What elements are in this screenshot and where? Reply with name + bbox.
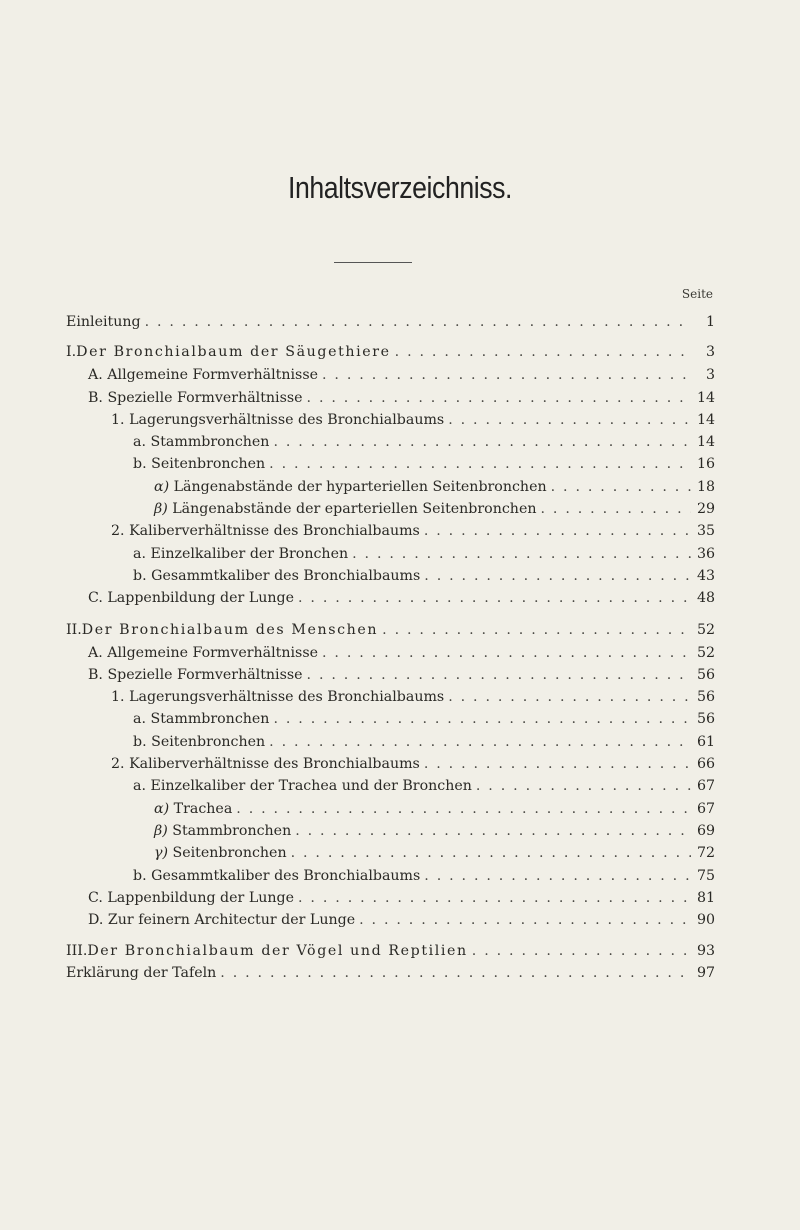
page-title: Inhaltsverzeichniss. — [287, 170, 513, 205]
leader-dots — [295, 821, 691, 841]
toc-entry-number: α) — [154, 479, 170, 495]
leader-dots — [540, 499, 691, 519]
toc-entry[interactable] — [154, 821, 715, 841]
toc-entry[interactable] — [133, 732, 715, 752]
toc-entry-number: β) — [154, 823, 168, 839]
toc-entry-page: 69 — [696, 823, 715, 839]
leader-dots — [424, 521, 691, 541]
toc-entry[interactable] — [88, 643, 715, 663]
toc-entry-label: Der Bronchialbaum der Säugethiere — [76, 344, 391, 360]
toc-entry[interactable] — [133, 432, 715, 452]
toc-entry[interactable] — [88, 388, 715, 408]
toc-entry[interactable] — [111, 687, 715, 707]
toc-entry-page: 3 — [705, 344, 715, 360]
seite-label: Seite — [681, 287, 713, 301]
leader-dots — [322, 365, 691, 385]
leader-dots — [298, 888, 691, 908]
toc-entry-number: 1. — [111, 412, 125, 428]
toc-entry-label: Lagerungsverhältnisse des Bronchialbaums — [129, 412, 445, 428]
toc-entry-label: Spezielle Formverhältnisse — [107, 390, 303, 406]
leader-dots — [551, 477, 691, 497]
toc-entry-number: 1. — [111, 689, 125, 705]
toc-entry[interactable] — [133, 866, 715, 886]
toc-entry-number: β) — [154, 501, 168, 517]
toc-entry-label: Trachea — [173, 801, 233, 817]
toc-entry-number: I. — [66, 344, 77, 360]
toc-entry-label: Kaliberverhältnisse des Bronchialbaums — [129, 523, 420, 539]
leader-dots — [476, 776, 691, 796]
toc-entry-label: Stammbronchen — [150, 711, 270, 727]
toc-entry-label: Seitenbronchen — [151, 456, 266, 472]
toc-entry[interactable] — [111, 754, 715, 774]
toc-entry-number: A. — [88, 645, 103, 661]
toc-entry[interactable] — [88, 365, 715, 385]
toc-entry[interactable] — [88, 888, 715, 908]
toc-entry[interactable] — [111, 521, 715, 541]
toc-entry-page: 67 — [696, 778, 715, 794]
toc-entry-page: 93 — [696, 943, 715, 959]
toc-entry[interactable] — [111, 410, 715, 430]
toc-entry-page: 36 — [696, 546, 715, 562]
toc-entry[interactable] — [133, 709, 715, 729]
leader-dots — [291, 843, 691, 863]
toc-entry-number: 2. — [111, 756, 125, 772]
toc-entry-page: 29 — [696, 501, 715, 517]
toc-entry-label: Lappenbildung der Lunge — [107, 590, 295, 606]
toc-entry[interactable] — [154, 843, 715, 863]
toc-entry-label: Gesammtkaliber des Bronchialbaums — [151, 868, 421, 884]
toc-entry-page: 56 — [696, 711, 715, 727]
toc-entry-label: Längenabstände der hyparteriellen Seitenbronchen — [173, 479, 547, 495]
toc-entry-page: 1 — [705, 314, 715, 330]
leader-dots — [424, 754, 691, 774]
toc-entry-page: 56 — [696, 689, 715, 705]
toc-entry-page: 52 — [696, 645, 715, 661]
toc-entry[interactable] — [154, 499, 715, 519]
toc-entry[interactable] — [133, 454, 715, 474]
toc-entry-page: 43 — [696, 568, 715, 584]
toc-entry-number: a. — [133, 711, 146, 727]
toc-entry-number: a. — [133, 434, 146, 450]
toc-entry[interactable] — [154, 477, 715, 497]
toc-entry-number: C. — [88, 890, 103, 906]
toc-entry-number: B. — [88, 390, 103, 406]
toc-entry-page: 14 — [696, 412, 715, 428]
toc-entry-label: Stammbronchen — [172, 823, 292, 839]
toc-entry-label: Längenabstände der eparteriellen Seitenbronchen — [172, 501, 537, 517]
toc-entry-label: Erklärung der Tafeln — [66, 965, 217, 981]
leader-dots — [236, 799, 691, 819]
toc-entry-page: 16 — [696, 456, 715, 472]
toc-entry-label: Lagerungsverhältnisse des Bronchialbaums — [129, 689, 445, 705]
title-rule — [334, 262, 412, 263]
toc-entry-number: b. — [133, 456, 147, 472]
toc-entry-section-2[interactable] — [66, 620, 715, 640]
toc-entry-page: 81 — [696, 890, 715, 906]
leader-dots — [424, 566, 691, 586]
toc-entry-number: a. — [133, 546, 146, 562]
toc-entry-label: Einzelkaliber der Trachea und der Bronchen — [150, 778, 472, 794]
toc-entry-number: γ) — [154, 845, 169, 861]
toc-entry-label: Allgemeine Formverhältnisse — [107, 367, 319, 383]
toc-entry-label: Stammbronchen — [150, 434, 270, 450]
leader-dots — [352, 544, 691, 564]
toc-entry-number: II. — [66, 622, 82, 638]
toc-entry-number: 2. — [111, 523, 125, 539]
leader-dots — [307, 665, 691, 685]
toc-entry-number: a. — [133, 778, 146, 794]
toc-entry-page: 14 — [696, 434, 715, 450]
toc-entry-number: III. — [66, 943, 88, 959]
toc-entry-page: 14 — [696, 390, 715, 406]
toc-entry-number: b. — [133, 868, 147, 884]
toc-entry[interactable] — [88, 588, 715, 608]
toc-entry[interactable] — [133, 776, 715, 796]
leader-dots — [145, 312, 691, 332]
toc-entry-section-1[interactable] — [66, 342, 715, 362]
leader-dots — [395, 342, 691, 362]
toc-entry-einleitung[interactable] — [66, 312, 715, 332]
toc-entry-number: B. — [88, 667, 103, 683]
toc-entry-label: Einleitung — [66, 314, 141, 330]
leader-dots — [273, 709, 691, 729]
toc-entry-label: Der Bronchialbaum des Menschen — [81, 622, 379, 638]
toc-entry-label: Zur feinern Architectur der Lunge — [107, 912, 356, 928]
leader-dots — [472, 941, 691, 961]
toc-entry-page: 72 — [696, 845, 715, 861]
toc-entry-section-3[interactable] — [66, 941, 715, 961]
leader-dots — [448, 687, 691, 707]
toc-entry-page: 75 — [696, 868, 715, 884]
toc-entry-page: 97 — [696, 965, 715, 981]
toc-entry-page: 66 — [696, 756, 715, 772]
toc-entry-label: Der Bronchialbaum der Vögel und Reptilien — [87, 943, 468, 959]
toc-entry-page: 56 — [696, 667, 715, 683]
toc-entry[interactable] — [88, 910, 715, 930]
toc-entry-page: 61 — [696, 734, 715, 750]
toc-entry-label: Seitenbronchen — [151, 734, 266, 750]
toc-entry[interactable] — [133, 566, 715, 586]
toc-entry-number: D. — [88, 912, 104, 928]
toc-entry-label: Lappenbildung der Lunge — [107, 890, 295, 906]
toc-entry[interactable] — [88, 665, 715, 685]
toc-entry[interactable] — [133, 544, 715, 564]
leader-dots — [359, 910, 691, 930]
leader-dots — [269, 732, 691, 752]
leader-dots — [322, 643, 691, 663]
toc-entry-label: Spezielle Formverhältnisse — [107, 667, 303, 683]
leader-dots — [273, 432, 691, 452]
leader-dots — [307, 388, 691, 408]
toc-entry-erklaerung[interactable] — [66, 963, 715, 983]
toc-entry-number: α) — [154, 801, 170, 817]
toc-entry-page: 52 — [696, 622, 715, 638]
leader-dots — [382, 620, 691, 640]
leader-dots — [220, 963, 691, 983]
toc-entry-label: Seitenbronchen — [172, 845, 287, 861]
toc-entry-page: 48 — [696, 590, 715, 606]
toc-entry-page: 3 — [705, 367, 715, 383]
toc-entry-page: 90 — [696, 912, 715, 928]
toc-entry[interactable] — [154, 799, 715, 819]
toc-entry-page: 35 — [696, 523, 715, 539]
toc-entry-page: 18 — [696, 479, 715, 495]
toc-entry-label: Einzelkaliber der Bronchen — [150, 546, 349, 562]
leader-dots — [269, 454, 691, 474]
toc-entry-label: Gesammtkaliber des Bronchialbaums — [151, 568, 421, 584]
toc-entry-number: A. — [88, 367, 103, 383]
toc-entry-number: b. — [133, 568, 147, 584]
toc-entry-number: b. — [133, 734, 147, 750]
leader-dots — [424, 866, 691, 886]
toc-entry-label: Kaliberverhältnisse des Bronchialbaums — [129, 756, 420, 772]
toc-entry-label: Allgemeine Formverhältnisse — [107, 645, 319, 661]
leader-dots — [298, 588, 691, 608]
leader-dots — [448, 410, 691, 430]
toc-entry-number: C. — [88, 590, 103, 606]
toc-entry-page: 67 — [696, 801, 715, 817]
